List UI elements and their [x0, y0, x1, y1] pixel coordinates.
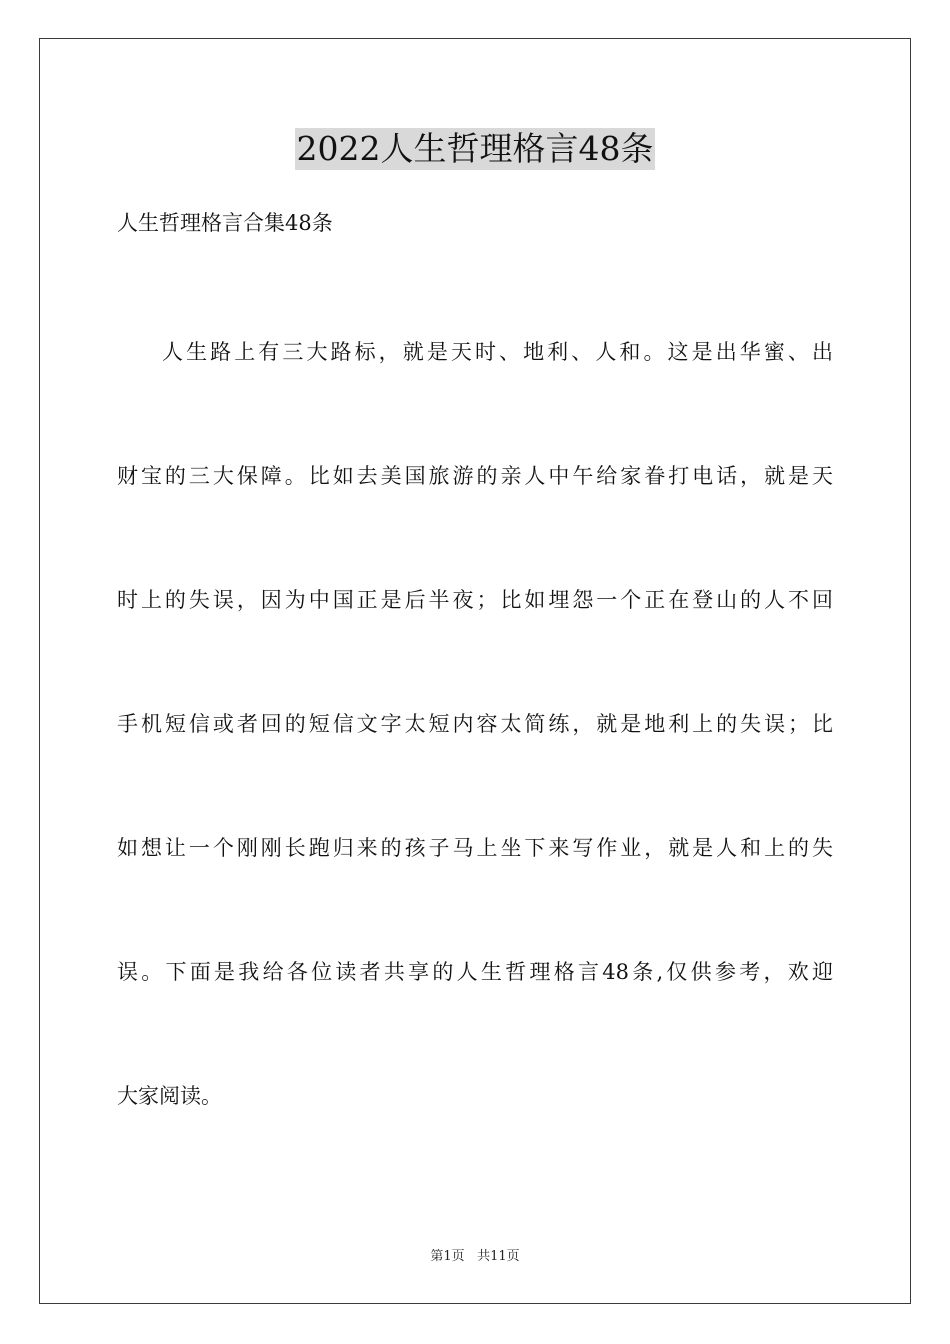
paragraph-line: 误。下面是我给各位读者共享的人生哲理格言48条,仅供参考，欢迎 [117, 960, 833, 984]
document-subtitle: 人生哲理格言合集48条 [117, 211, 333, 235]
paragraph-line: 手机短信或者回的短信文字太短内容太简练，就是地利上的失误；比 [117, 712, 833, 736]
paragraph-line: 人生路上有三大路标，就是天时、地利、人和。这是出华蜜、出 [162, 340, 833, 364]
page-footer [0, 1248, 950, 1266]
paragraph-line: 财宝的三大保障。比如去美国旅游的亲人中午给家眷打电话，就是天 [117, 464, 833, 488]
paragraph-line: 大家阅读。 [117, 1084, 222, 1108]
page-number: 第1页 [430, 1249, 465, 1264]
paragraph-line: 时上的失误，因为中国正是后半夜；比如埋怨一个正在登山的人不回 [117, 588, 833, 612]
paragraph-line: 如想让一个刚刚长跑归来的孩子马上坐下来写作业，就是人和上的失 [117, 836, 833, 860]
page-total: 共11页 [477, 1249, 520, 1264]
title-container [0, 128, 950, 170]
document-title: 2022人生哲理格言48条 [296, 129, 654, 168]
